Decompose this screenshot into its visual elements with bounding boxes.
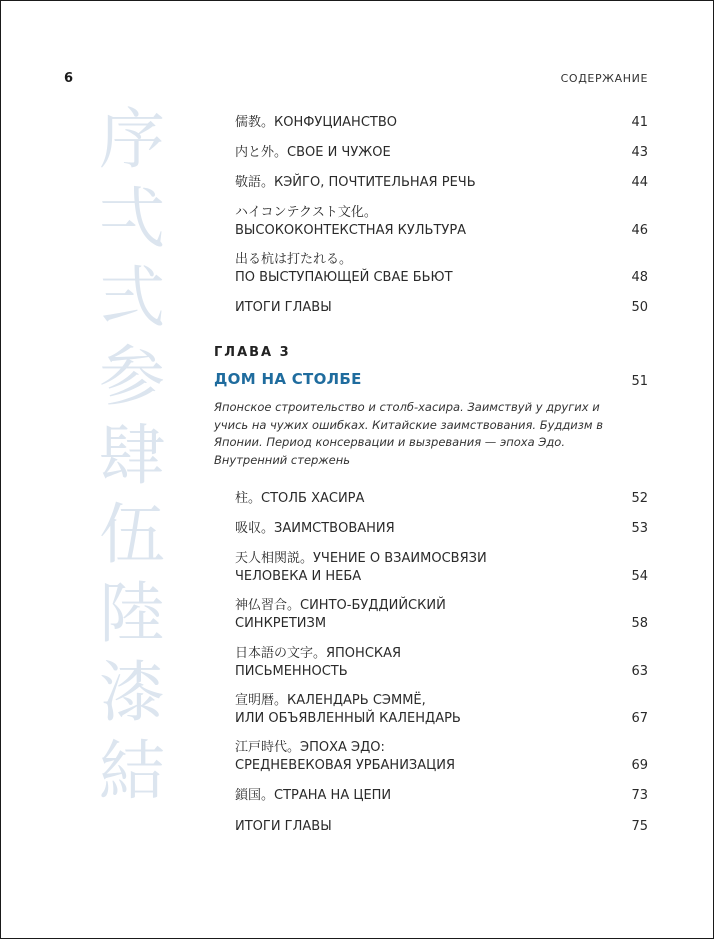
toc-entry-page: 48 (631, 270, 648, 285)
toc-entry-title-line2: ПО ВЫСТУПАЮЩЕЙ СВАЕ БЬЮТ (235, 270, 453, 285)
toc-entry-title-line1: 江戸時代。ЭПОХА ЭДО: (235, 740, 385, 755)
toc-entry-title: 鎖国。СТРАНА НА ЦЕПИ (235, 788, 392, 803)
toc-entry-page: 53 (631, 521, 648, 536)
toc-entry-page: 67 (631, 711, 648, 726)
page-number: 6 (64, 71, 74, 86)
chapter-title[interactable]: ДОМ НА СТОЛБЕ (214, 370, 362, 388)
chapter-description: Японское строительство и столб-хасира. Заимствуй у других и учись на чужих ошибках. Китайские заимствования. Буддизм в Японии. Период консервации и вызревания — эпоха Эдо. Внутренний стержень (214, 400, 604, 467)
vertical-char: 弌 (99, 180, 165, 257)
toc-entry-title-line2: ЧЕЛОВЕКА И НЕБА (235, 569, 362, 584)
toc-entry[interactable] (235, 174, 648, 192)
toc-entry-title-line2: СИНКРЕТИЗМ (235, 616, 327, 631)
toc-entry-title-line1: 宣明暦。КАЛЕНДАРЬ СЭММЁ, (235, 693, 426, 708)
toc-entry[interactable] (235, 787, 648, 805)
toc-entry-title-line1: ハイコンテクスト文化。 (235, 205, 377, 220)
chapter-label: ГЛАВА 3 (214, 345, 291, 360)
vertical-char: 序 (99, 101, 165, 178)
toc-entry-page: 54 (631, 569, 648, 584)
toc-entry-page: 50 (631, 300, 648, 315)
toc-entry-title-line1: 天人相関説。УЧЕНИЕ О ВЗАИМОСВЯЗИ (235, 551, 487, 566)
toc-entry-page: 43 (631, 145, 648, 160)
toc-entry-title-line2: ИЛИ ОБЪЯВЛЕННЫЙ КАЛЕНДАРЬ (235, 711, 461, 726)
toc-entry[interactable] (235, 144, 648, 162)
vertical-char: 漆 (99, 654, 165, 731)
toc-entry-page: 75 (631, 819, 648, 834)
vertical-char: 結 (99, 733, 165, 810)
toc-entry[interactable] (235, 299, 648, 317)
toc-entry[interactable] (235, 114, 648, 132)
toc-entry[interactable] (235, 597, 648, 633)
toc-entry-title-line2: ВЫСОКОКОНТЕКСТНАЯ КУЛЬТУРА (235, 223, 467, 238)
toc-entry-page: 46 (631, 223, 648, 238)
chapter-page: 51 (631, 374, 648, 389)
vertical-kanji-column (92, 100, 172, 811)
toc-entry-title-line2: ПИСЬМЕННОСТЬ (235, 664, 348, 679)
toc-entry-title: 柱。СТОЛБ ХАСИРА (235, 491, 365, 506)
vertical-char: 伍 (99, 496, 165, 573)
toc-entry[interactable] (235, 251, 648, 287)
toc-entry-page: 69 (631, 758, 648, 773)
toc-entry[interactable] (235, 818, 648, 836)
toc-entry-page: 52 (631, 491, 648, 506)
toc-entry[interactable] (235, 692, 648, 728)
toc-entry-page: 73 (631, 788, 648, 803)
toc-entry[interactable] (235, 490, 648, 508)
section-title: СОДЕРЖАНИЕ (560, 72, 648, 85)
toc-entry[interactable] (235, 520, 648, 538)
toc-entry-title: ИТОГИ ГЛАВЫ (235, 819, 332, 834)
toc-entry-title-line1: 神仏習合。СИНТО-БУДДИЙСКИЙ (235, 598, 446, 613)
toc-entry-page: 63 (631, 664, 648, 679)
toc-entry-title: 敬語。КЭЙГО, ПОЧТИТЕЛЬНАЯ РЕЧЬ (235, 175, 476, 190)
vertical-char: 陸 (99, 575, 165, 652)
toc-entry[interactable] (235, 645, 648, 681)
toc-entry-title: ИТОГИ ГЛАВЫ (235, 300, 332, 315)
toc-entry-page: 44 (631, 175, 648, 190)
toc-entry-title-line2: СРЕДНЕВЕКОВАЯ УРБАНИЗАЦИЯ (235, 758, 455, 773)
toc-entry-title-line1: 出る杭は打たれる。 (235, 252, 353, 267)
toc-entry-title: 儒教。КОНФУЦИАНСТВО (235, 115, 398, 130)
toc-entry[interactable] (235, 204, 648, 240)
vertical-char: 弍 (99, 259, 165, 336)
vertical-char: 参 (99, 338, 165, 415)
vertical-char: 肆 (99, 417, 165, 494)
toc-entry-page: 58 (631, 616, 648, 631)
toc-entry-title: 内と外。СВОЕ И ЧУЖОЕ (235, 145, 391, 160)
toc-entry-title-line1: 日本語の文字。ЯПОНСКАЯ (235, 646, 402, 661)
toc-entry-title: 吸収。ЗАИМСТВОВАНИЯ (235, 521, 395, 536)
toc-entry[interactable] (235, 739, 648, 775)
toc-entry[interactable] (235, 550, 648, 586)
toc-entry-page: 41 (631, 115, 648, 130)
